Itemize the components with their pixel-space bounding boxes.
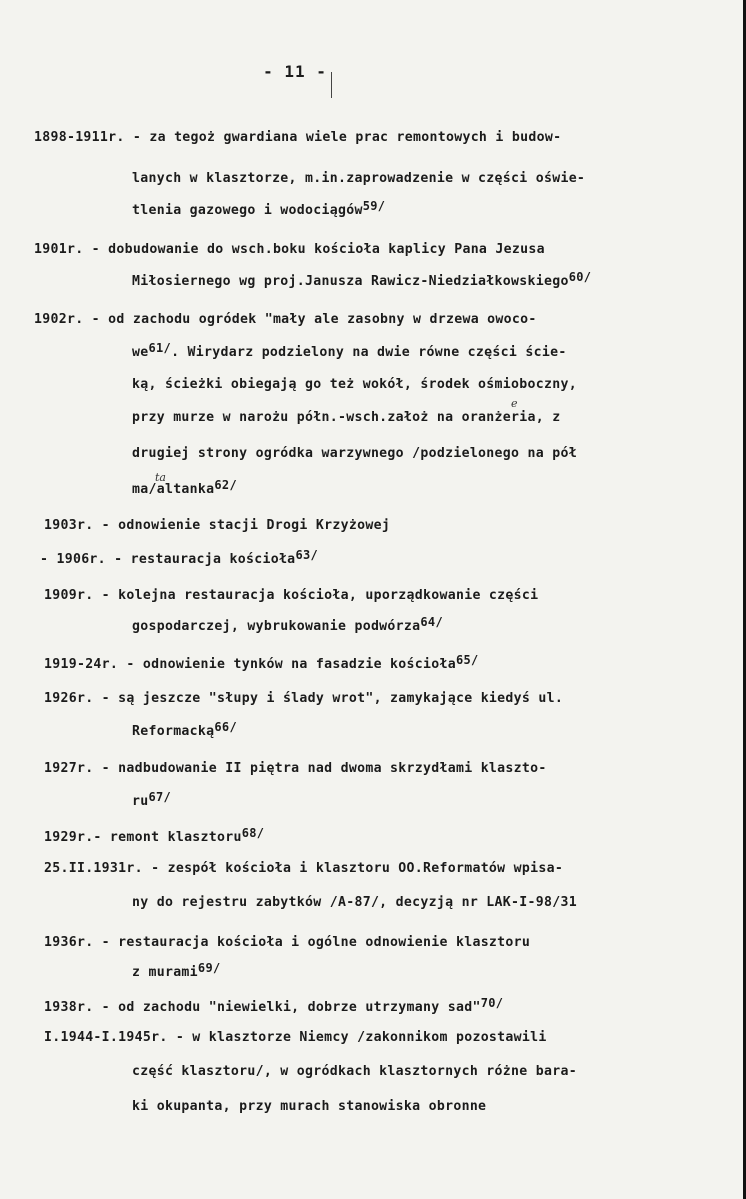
line-text: 1898-1911r. - za tegoż gwardiana wiele prac remontowych i budow- <box>34 130 562 145</box>
footnote-ref: 61/ <box>148 341 172 355</box>
text-line <box>44 1030 547 1045</box>
footnote-ref: 64/ <box>420 615 443 629</box>
footnote-ref: 63/ <box>295 548 319 562</box>
line-text: 1902r. - od zachodu ogródek "mały ale zasobny w drzewa owoco- <box>34 312 537 327</box>
line-text: Reformacką <box>132 724 215 739</box>
margin-mark <box>331 72 332 98</box>
line-text: 1927r. - nadbudowanie II piętra nad dwoma skrzydłami klaszto- <box>44 761 547 776</box>
text-line <box>44 996 504 1015</box>
text-line <box>34 130 561 145</box>
line-text: tlenia gazowego i wodociągów <box>132 203 363 218</box>
handwritten-correction-e: e <box>511 397 518 410</box>
footnote-ref: 66/ <box>214 720 237 734</box>
line-text: 25.II.1931r. - zespół kościoła i klasztoru OO.Reformatów wpisa- <box>44 861 564 876</box>
footnote-ref: 62/ <box>214 478 237 492</box>
line-text: lanych w klasztorze, m.in.zaprowadzenie w części oświe- <box>132 171 586 186</box>
footnote-ref: 68/ <box>241 826 265 840</box>
text-line <box>44 691 563 706</box>
text-line <box>34 312 537 327</box>
line-text: ny do rejestru zabytków /A-87/, decyzją nr LAK-I-98/31 <box>132 895 577 910</box>
line-text: 1903r. - odnowienie stacji Drogi Krzyżowej <box>44 518 391 533</box>
text-line <box>132 446 577 461</box>
text-line <box>132 377 577 392</box>
footnote-ref: 67/ <box>148 790 172 804</box>
text-line <box>44 935 530 950</box>
text-line <box>132 961 221 980</box>
footnote-ref: 70/ <box>480 996 504 1010</box>
line-text: drugiej strony ogródka warzywnego /podzielonego na pół <box>132 446 577 461</box>
text-line <box>132 1064 577 1079</box>
line-text: przy murze w narożu półn.-wsch.założ na oranżeria, z <box>132 410 561 425</box>
line-text: I.1944-I.1945r. - w klasztorze Niemcy /zakonnikom pozostawili <box>44 1030 547 1045</box>
text-line <box>44 826 265 845</box>
text-line <box>132 270 592 289</box>
line-text: ma/altanka <box>132 482 215 497</box>
line-text: ru <box>132 794 149 809</box>
footnote-ref: 59/ <box>362 199 386 213</box>
text-line <box>132 790 172 809</box>
line-text: ką, ścieżki obiegają go też wokół, środek ośmioboczny, <box>132 377 577 392</box>
text-line <box>34 242 545 257</box>
line-text: część klasztoru/, w ogródkach klasztornych różne bara- <box>132 1064 577 1079</box>
text-line <box>132 895 577 910</box>
text-line <box>44 518 390 533</box>
page-number: - 11 - <box>263 62 327 81</box>
text-line <box>132 720 237 739</box>
text-line <box>132 615 443 634</box>
text-line <box>132 478 237 497</box>
line-text: - 1906r. - restauracja kościoła <box>40 552 296 567</box>
footnote-ref: 69/ <box>197 961 221 975</box>
line-text: 1919-24r. - odnowienie tynków na fasadzie kościoła <box>44 657 456 672</box>
line-text: 1909r. - kolejna restauracja kościoła, uporządkowanie części <box>44 588 539 603</box>
text-line <box>132 199 386 218</box>
line-text: 1929r.- remont klasztoru <box>44 830 242 845</box>
line-text: we <box>132 345 149 360</box>
line-text: 1926r. - są jeszcze "słupy i ślady wrot", zamykające kiedyś ul. <box>44 691 564 706</box>
line-text: ki okupanta, przy murach stanowiska obronne <box>132 1099 487 1114</box>
line-text: z murami <box>132 965 198 980</box>
text-line <box>44 653 479 672</box>
text-line <box>44 861 563 876</box>
handwritten-correction-ta: ta <box>155 471 166 484</box>
footnote-ref: 60/ <box>568 270 592 284</box>
line-text-tail: . Wirydarz podzielony na dwie równe części ście- <box>171 345 567 360</box>
text-line <box>44 761 547 776</box>
line-text: 1901r. - dobudowanie do wsch.boku kościoła kaplicy Pana Jezusa <box>34 242 545 257</box>
text-line <box>132 171 585 186</box>
line-text: 1936r. - restauracja kościoła i ogólne odnowienie klasztoru <box>44 935 531 950</box>
text-line <box>132 341 567 360</box>
line-text: Miłosiernego wg proj.Janusza Rawicz-Niedziałkowskiego <box>132 274 569 289</box>
line-text: gospodarczej, wybrukowanie podwórza <box>132 619 421 634</box>
text-line <box>44 588 538 603</box>
text-line <box>40 548 319 567</box>
text-line <box>132 410 560 425</box>
text-line <box>132 1099 486 1114</box>
line-text: 1938r. - od zachodu "niewielki, dobrze utrzymany sad" <box>44 1000 481 1015</box>
footnote-ref: 65/ <box>455 653 479 667</box>
